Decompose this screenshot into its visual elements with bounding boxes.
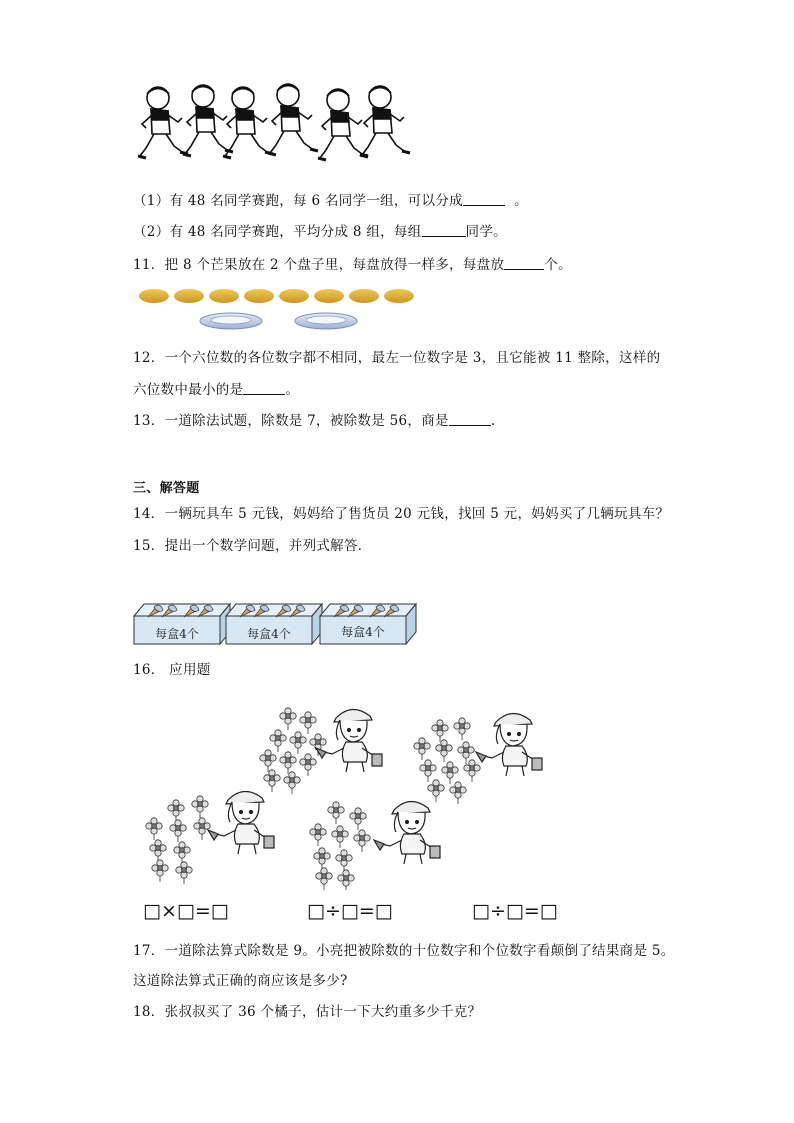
- answer-blank[interactable]: [449, 412, 491, 426]
- equation-divide-1[interactable]: □÷□=□: [307, 900, 393, 922]
- ice-cream-box: [226, 604, 322, 644]
- question-18: 18．张叔叔买了 36 个橘子，估计一下大约重多少千克？: [133, 1004, 482, 1020]
- question-15: 15．提出一个数学问题，并列式解答．: [133, 538, 372, 554]
- question-11: 11．把 8 个芒果放在 2 个盘子里，每盘放得一样多，每盘放 个。: [133, 257, 572, 273]
- question-12-line-1: 12．一个六位数的各位数字都不相同，最左一位数字是 3，且它能被 11 整除，这样的: [133, 350, 661, 366]
- question-10-part-1: （1）有 48 名同学赛跑，每 6 名同学一组，可以分成 。: [133, 193, 528, 209]
- question-17-line-1: 17．一道除法算式除数是 9。小亮把被除数的十位数字和个位数字看颠倒了结果商是 5。: [133, 943, 675, 959]
- section-title: 三、解答题: [133, 481, 200, 496]
- girl-watering: [476, 713, 542, 776]
- flower-group: [414, 718, 480, 804]
- question-14: 14．一辆玩具车 5 元钱，妈妈给了售货员 20 元钱，找回 5 元，妈妈买了几辆玩具车？: [133, 506, 670, 522]
- answer-blank[interactable]: [504, 256, 544, 270]
- question-17-line-2: 这道除法算式正确的商应该是多少?: [133, 973, 348, 989]
- ice-cream-boxes-illustration: [132, 596, 422, 648]
- watering-flowers-illustration: [140, 698, 560, 890]
- ice-cream-box: [320, 604, 416, 644]
- running-children-illustration: [138, 78, 422, 170]
- flower-group: [310, 802, 370, 890]
- ice-cream-box: [134, 604, 230, 644]
- answer-blank[interactable]: [243, 381, 285, 395]
- box-label: 每盒4个: [341, 625, 385, 639]
- box-label: 每盒4个: [155, 627, 199, 641]
- mangoes-and-plates-illustration: [138, 284, 418, 336]
- question-12-line-2: 六位数中最小的是 。: [133, 382, 300, 398]
- question-10-part-2: （2）有 48 名同学赛跑，平均分成 8 组，每组 同学。: [133, 224, 507, 240]
- girl-watering: [208, 791, 274, 854]
- answer-blank[interactable]: [422, 223, 466, 237]
- flower-group: [260, 708, 326, 794]
- equation-multiply[interactable]: □×□=□: [143, 900, 229, 922]
- answer-blank[interactable]: [463, 192, 505, 206]
- mango-row: [139, 289, 414, 303]
- girl-watering: [374, 801, 440, 864]
- flower-group: [146, 796, 210, 884]
- question-13: 13．一道除法试题，除数是 7，被除数是 56，商是 .: [133, 413, 496, 429]
- equation-divide-2[interactable]: □÷□=□: [472, 900, 558, 922]
- box-label: 每盒4个: [247, 627, 291, 641]
- question-16: 16． 应用题: [133, 662, 211, 678]
